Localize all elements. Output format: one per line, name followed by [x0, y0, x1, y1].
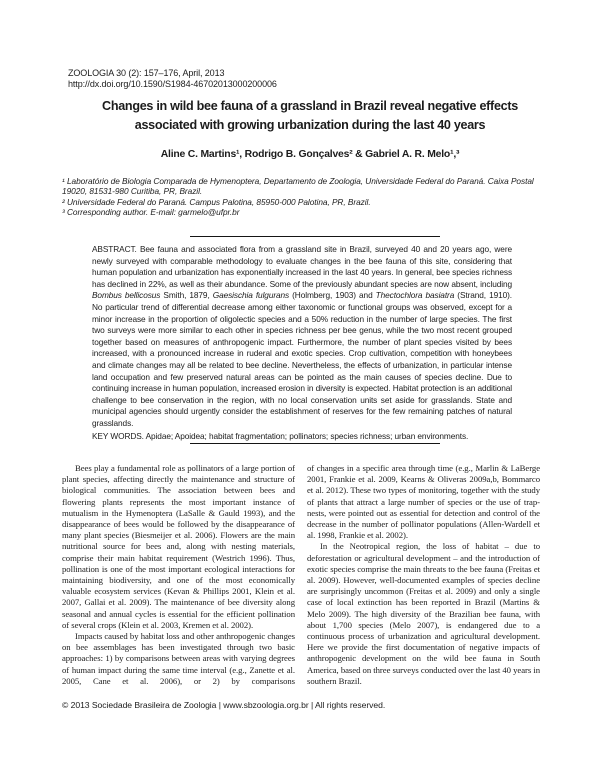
divider-rule-bottom — [190, 443, 440, 444]
body-columns — [62, 463, 540, 687]
journal-citation: ZOOLOGIA 30 (2): 157–176, April, 2013 — [68, 68, 225, 78]
abstract-section — [92, 244, 512, 442]
keywords-line: KEY WORDS. Apidae; Apoidea; habitat fragmentation; pollinators; species richness; urban environments. — [92, 430, 469, 441]
body-paragraph: Impacts caused by habitat loss and other anthropogenic changes on bee assemblages has been investigated through two basic approaches: 1) by comparisons between areas with varying degrees of human impact during the same time interval (e.g., Zanette et al. 2005, Cane et al. 2006), or 2) by comparisons — [62, 631, 295, 686]
affiliation-item-3: ³ Corresponding author. E-mail: garmelo@ufpr.br — [62, 207, 240, 218]
divider-rule-top — [190, 236, 440, 237]
article-title-line-1: Changes in wild bee fauna of a grassland in Brazil reveal negative effects — [102, 99, 518, 113]
affiliations-block — [62, 176, 542, 218]
authors-line: Aline C. Martins¹, Rodrigo B. Gonçalves² & Gabriel A. R. Melo¹,³ — [160, 149, 460, 160]
doi-link[interactable]: http://dx.doi.org/10.1590/S1984-46702013000200006 — [68, 79, 277, 89]
body-paragraph: of changes in a specific area through time (e.g., Marlin & LaBerge 2001, Frankie et al. 2009, Kearns & Oliveras 2009a,b, Bommarco et al. 2012). These two types of monitoring, together with the study of plants that attract a large number of species or the use of trap-nests, were pointed out as essential for detection and control of the decrease in the number of pollinator populations (Allen-Wardell et al. 1998, Frankie et al. 2002). — [307, 463, 540, 541]
abstract-text: ABSTRACT. Bee fauna and associated flora from a grassland site in Brazil, surveyed 40 and 20 years ago, were newly surveyed with comparable methodology to evaluate changes in the bee fauna of this site, considering that human population and urbanization has exponentially increased in the last 40 years. In general, bee species richness has declined in 22%, as well as their abundance. Some of the previously abundant species are now absent, including Bombus bellicosus Smith, 1879, Gaesischia fulgurans (Holmberg, 1903) and Thectochlora basiatra (Strand, 1910). No particular trend of differential decrease among either taxonomic or functional groups was observed, except for a minor increase in the proportion of oligolectic species and a 50% reduction in the number of large species. The first two surveys were more similar to each other in species richness per bee genus, while the two most recent grouped together based on measures of anthropogenic impact. Furthermore, the number of plant species visited by bees increased, with a pronounced increase in ruderal and exotic species. Crop cultivation, competition with honeybees and climate changes may all be related to bee decline. Nevertheless, the effects of urbanization, in particular intense land occupation and few preserved natural areas can be pointed as the main causes of species decline. Due to continuing increase in human population, increased erosion in diversity is expected. Habitat protection is an additional challenge to bee conservation in the region, with no local conservation units set aside for grasslands. State and municipal agencies should urgently consider the establishment of reserves for the few remaining patches of natural grasslands. — [92, 244, 512, 428]
affiliation-item-1: ¹ Laboratório de Biologia Comparada de Hymenoptera, Departamento de Zoologia, Universidade Federal do Paraná. Caixa Postal 19020, 81531-980 Curitiba, PR, Brazil. — [62, 176, 534, 197]
article-title-line-2: associated with growing urbanization during the last 40 years — [134, 117, 486, 132]
journal-masthead — [68, 68, 277, 90]
body-paragraph: In the Neotropical region, the loss of habitat – due to deforestation or agricultural development – and the introduction of exotic species comprise the main threats to the bee fauna (Freitas et al. 2009). However, well-documented examples of species decline are surprisingly uncommon (Freitas et al. 2009) and only a single case of local extinction has been reported in Brazil (Martins & Melo 2009). The high diversity of the Brazilian bee fauna, with about 1,700 species (Melo 2007), is endangered due to a continuous process of urbanization and agricultural development. Here we provide the first documentation of negative impacts of anthropogenic development on the wild bee fauna in South America, based on three surveys conducted over the last 40 years in southern Brazil. — [307, 541, 540, 686]
body-paragraph: Bees play a fundamental role as pollinators of a large portion of plant species, affecting directly the maintenance and structure of biological communities. The association between bees and flowering plants represents the most important instance of mutualism in the Hymenoptera (LaSalle & Gauld 1993), and the disappearance of bees would be followed by the disappearance of many plant species (Biesmeijer et al. 2006). Flowers are the main nutritional source for bees and, along with nesting materials, comprise their main habitat requirement (Westrich 1996). Thus, pollination is one of the most important ecological interactions for maintaining biodiversity, and one of the most economically valuable ecosystem services (Kevan & Phillips 2001, Klein et al. 2007, Gallai et al. 2009). The maintenance of bee diversity along seasonal and annual cycles is essential for the efficient pollination of several crops (Klein et al. 2003, Kremen et al. 2002). — [62, 463, 295, 630]
right-column — [307, 463, 540, 687]
affiliation-item-2: ² Universidade Federal do Paraná. Campus Palotina, 85950-000 Palotina, PR, Brazil. — [62, 196, 371, 207]
footer-copyright: © 2013 Sociedade Brasileira de Zoologia | www.sbzoologia.org.br | All rights reserved. — [62, 700, 386, 710]
article-title — [50, 97, 570, 134]
left-column — [62, 463, 295, 687]
